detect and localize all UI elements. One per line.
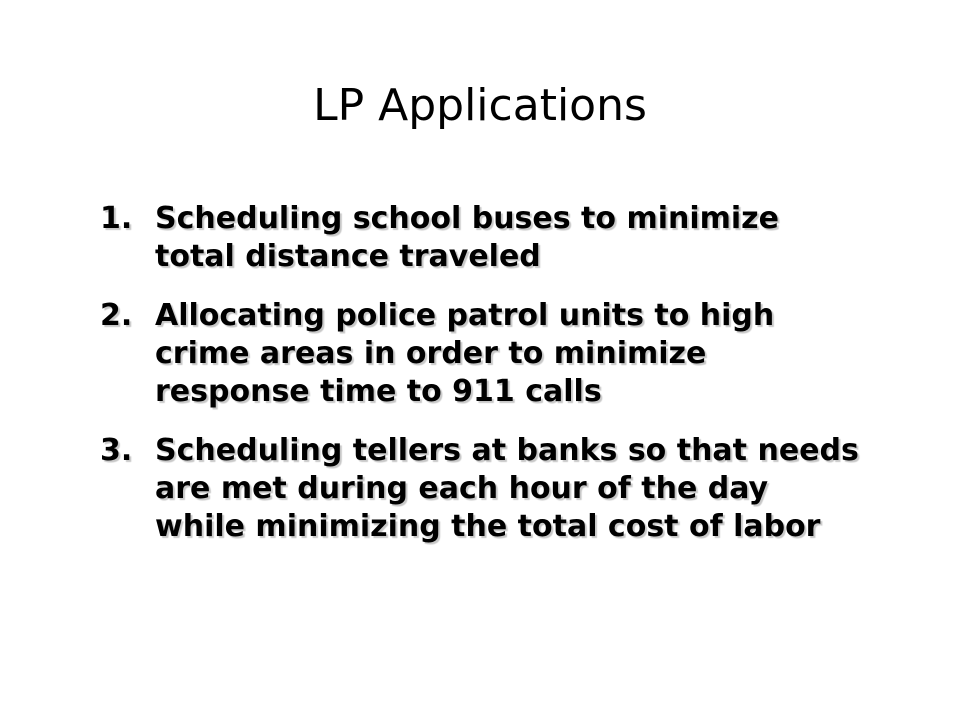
list-item-text: Scheduling tellers at banks so that needs are met during each hour of the day while minimizing the total cost of labor [155, 433, 859, 544]
list-item-number: 2. [100, 298, 133, 333]
slide-title: LP Applications [313, 80, 647, 131]
list-item-number: 3. [100, 433, 133, 468]
list-item [100, 432, 860, 546]
list-item [100, 200, 860, 276]
list-item [100, 297, 860, 411]
list-item-text: Allocating police patrol units to high crime areas in order to minimize response time to 911 calls [155, 298, 775, 409]
list-item-text: Scheduling school buses to minimize total distance traveled [155, 201, 779, 274]
applications-list [100, 200, 860, 567]
list-item-number: 1. [100, 201, 133, 236]
